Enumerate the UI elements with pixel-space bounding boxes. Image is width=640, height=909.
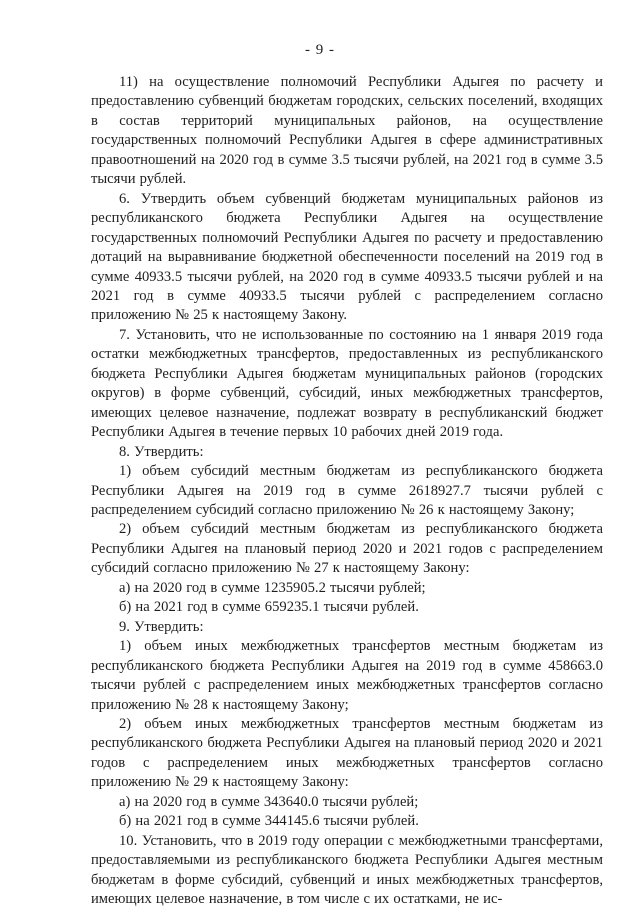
paragraph-article-8-item-2b: б) на 2021 год в сумме 659235.1 тысячи рублей. [119, 599, 419, 616]
paragraph-article-8-item-2a: а) на 2020 год в сумме 1235905.2 тысячи рублей; [119, 579, 426, 596]
paragraph-article-8: 8. Утвердить: [119, 443, 204, 460]
paragraph-article-9-item-2a: а) на 2020 год в сумме 343640.0 тысячи рублей; [119, 793, 419, 810]
paragraph-article-10: 10. Установить, что в 2019 году операции с межбюджетными трансфертами, предоставляемыми из республиканского бюджета Республики Адыгея местным бюджетам в форме субсидий, субвенций и иных межбюджетных трансфертов, имеющих целевое назначение, в том числе с их остатками, не ис- [91, 832, 603, 908]
paragraph-article-6: 6. Утвердить объем субвенций бюджетам муниципальных районов из республиканского бюджета Республики Адыгея на осуществление государственных полномочий Республики Адыгея по расчету и предоставлению дотаций на выравнивание бюджетной обеспеченности поселений на 2019 год в сумме 40933.5 тысячи рублей, на 2020 год в сумме 40933.5 тысячи рублей и на 2021 год в сумме 40933.5 тысячи рублей с распределением согласно приложению № 25 к настоящему Закону. [91, 190, 603, 324]
paragraph-article-8-item-2: 2) объем субсидий местным бюджетам из республиканского бюджета Республики Адыгея на плановый период 2020 и 2021 годов с распределением субсидий согласно приложению № 27 к настоящему Закону: [91, 521, 603, 577]
document-body [91, 73, 603, 909]
paragraph-article-7: 7. Установить, что не использованные по состоянию на 1 января 2019 года остатки межбюджетных трансфертов, предоставленных из республиканского бюджета Республики Адыгея бюджетам муниципальных районов (городских округов) в форме субвенций, субсидий, иных межбюджетных трансфертов, имеющих целевое назначение, подлежат возврату в республиканский бюджет Республики Адыгея в течение первых 10 рабочих дней 2019 года. [91, 326, 603, 441]
paragraph-article-9: 9. Утвердить: [119, 618, 204, 635]
page-number: - 9 - [305, 42, 335, 58]
paragraph-article-8-item-1: 1) объем субсидий местным бюджетам из республиканского бюджета Республики Адыгея на 2019 год в сумме 2618927.7 тысячи рублей с распределением субсидий согласно приложению № 26 к настоящему Закону; [91, 463, 603, 518]
paragraph-article-9-item-2: 2) объем иных межбюджетных трансфертов местным бюджетам из республиканского бюджета Республики Адыгея на плановый период 2020 и 2021 годов с распределением иных межбюджетных трансфертов согласно приложению № 29 к настоящему Закону: [91, 715, 603, 791]
paragraph-subitem-11: 11) на осуществление полномочий Республики Адыгея по расчету и предоставлению субвенций бюджетам городских, сельских поселений, входящих в состав территорий муниципальных районов, на осуществление государственных полномочий Республики Адыгея в сфере административных правоотношений на 2020 год в сумме 3.5 тысячи рублей, на 2021 год в сумме 3.5 тысячи рублей. [91, 74, 603, 188]
paragraph-article-9-item-2b: б) на 2021 год в сумме 344145.6 тысячи рублей. [119, 813, 419, 830]
paragraph-article-9-item-1: 1) объем иных межбюджетных трансфертов местным бюджетам из республиканского бюджета Республики Адыгея на 2019 год в сумме 458663.0 тысячи рублей с распределением иных межбюджетных трансфертов согласно приложению № 28 к настоящему Закону; [91, 638, 603, 713]
